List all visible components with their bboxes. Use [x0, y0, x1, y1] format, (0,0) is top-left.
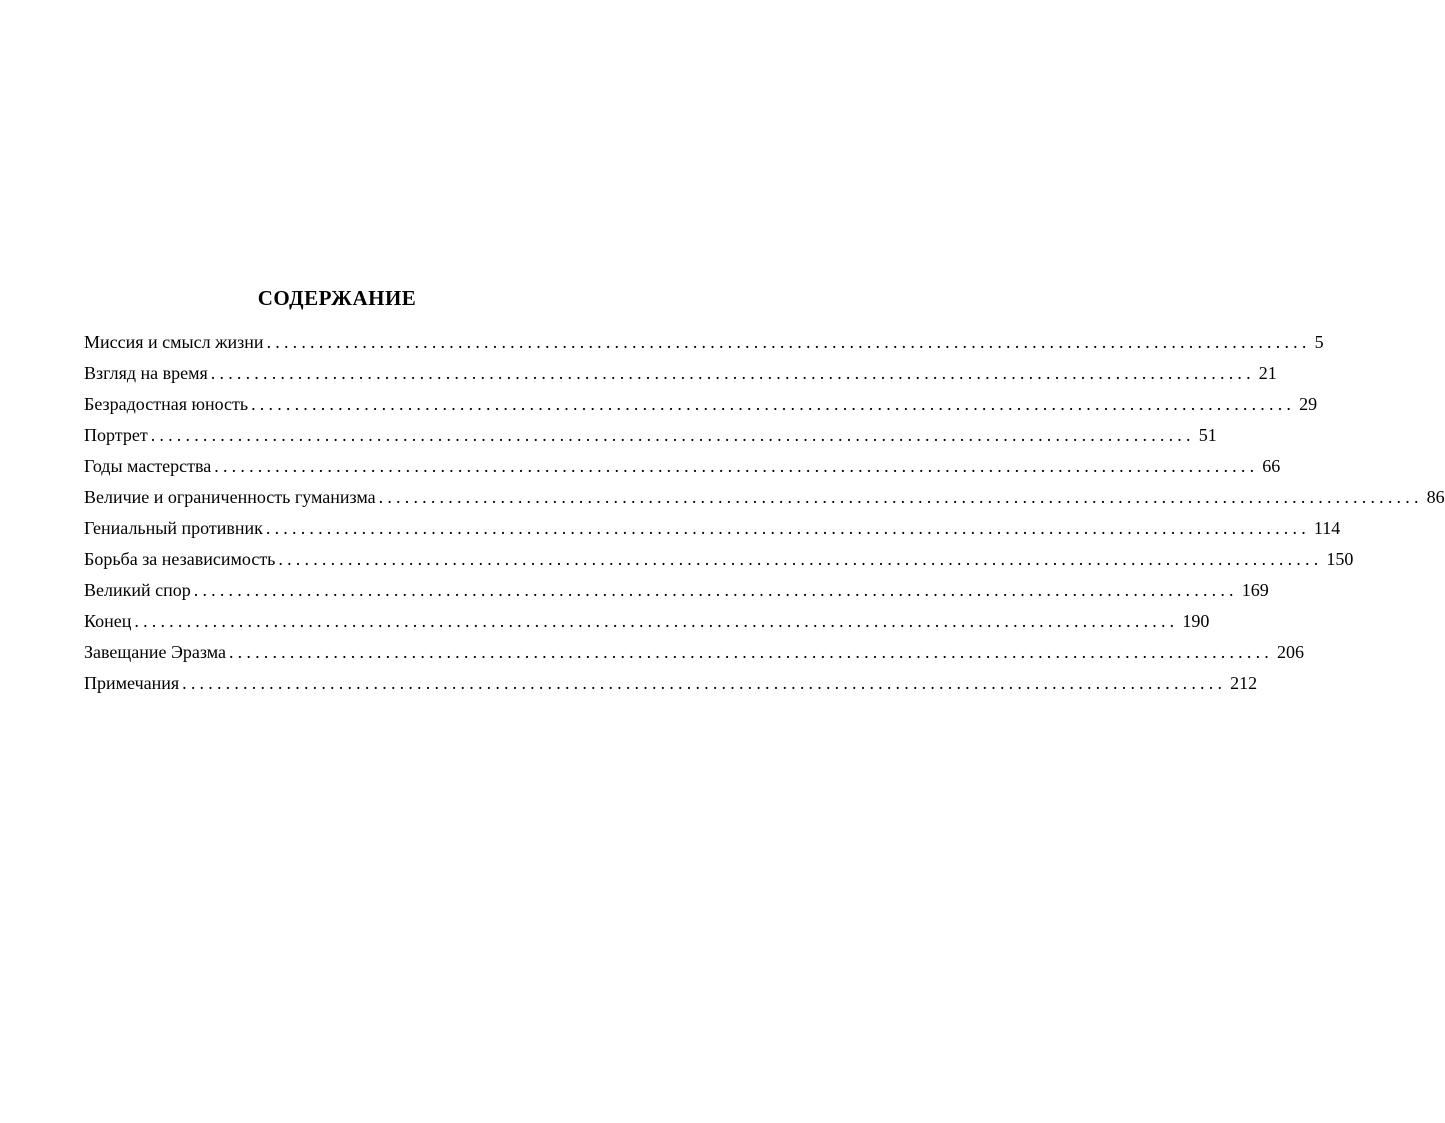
toc-entry [84, 358, 1277, 389]
toc-entry [84, 451, 1281, 482]
toc-entry-title: Великий спор [84, 580, 191, 600]
toc-entry [84, 513, 1341, 544]
toc-entry-page: 150 [1326, 549, 1354, 569]
dot-leader: ........................................................................................................................ [150, 425, 1195, 445]
toc-entry [84, 606, 1210, 637]
toc-entry [84, 544, 1354, 575]
toc-entry [84, 420, 1217, 451]
toc-entry-page: 212 [1230, 673, 1258, 693]
dot-leader: ........................................................................................................................ [182, 673, 1227, 693]
toc-entry-page: 66 [1262, 456, 1281, 476]
toc-entry-title: Борьба за независимость [84, 549, 276, 569]
toc-entry-title: Конец [84, 611, 132, 631]
toc-entry [84, 389, 1318, 420]
toc-entry [84, 575, 1269, 606]
dot-leader: ........................................................................................................................ [265, 518, 1310, 538]
toc-entry [84, 637, 1304, 668]
toc-entry-page: 21 [1258, 363, 1277, 383]
table-of-contents [84, 327, 1445, 699]
toc-entry-title: Годы мастерства [84, 456, 212, 476]
toc-entry-title: Гениальный противник [84, 518, 263, 538]
dot-leader: ........................................................................................................................ [193, 580, 1238, 600]
toc-entry [84, 668, 1258, 699]
toc-entry [84, 482, 1445, 513]
dot-leader: ........................................................................................................................ [210, 363, 1255, 383]
toc-entry [84, 327, 1324, 358]
toc-entry-page: 86 [1426, 487, 1445, 507]
toc-entry-page: 5 [1314, 332, 1324, 352]
toc-heading: СОДЕРЖАНИЕ [257, 286, 417, 310]
dot-leader: ........................................................................................................................ [266, 332, 1311, 352]
toc-entry-title: Безрадостная юность [84, 394, 249, 414]
dot-leader: ........................................................................................................................ [214, 456, 1259, 476]
toc-entry-page: 114 [1313, 518, 1341, 538]
dot-leader: ........................................................................................................................ [378, 487, 1423, 507]
toc-entry-page: 51 [1198, 425, 1217, 445]
toc-entry-page: 169 [1241, 580, 1269, 600]
toc-entry-title: Взгляд на время [84, 363, 208, 383]
toc-entry-title: Величие и ограниченность гуманизма [84, 487, 376, 507]
dot-leader: ........................................................................................................................ [228, 642, 1273, 662]
toc-entry-title: Завещание Эразма [84, 642, 226, 662]
dot-leader: ........................................................................................................................ [251, 394, 1296, 414]
dot-leader: ........................................................................................................................ [134, 611, 1179, 631]
toc-entry-page: 190 [1182, 611, 1210, 631]
toc-entry-title: Примечания [84, 673, 180, 693]
toc-entry-page: 29 [1299, 394, 1318, 414]
toc-entry-page: 206 [1276, 642, 1304, 662]
toc-entry-title: Портрет [84, 425, 148, 445]
toc-entry-title: Миссия и смысл жизни [84, 332, 264, 352]
dot-leader: ........................................................................................................................ [278, 549, 1323, 569]
